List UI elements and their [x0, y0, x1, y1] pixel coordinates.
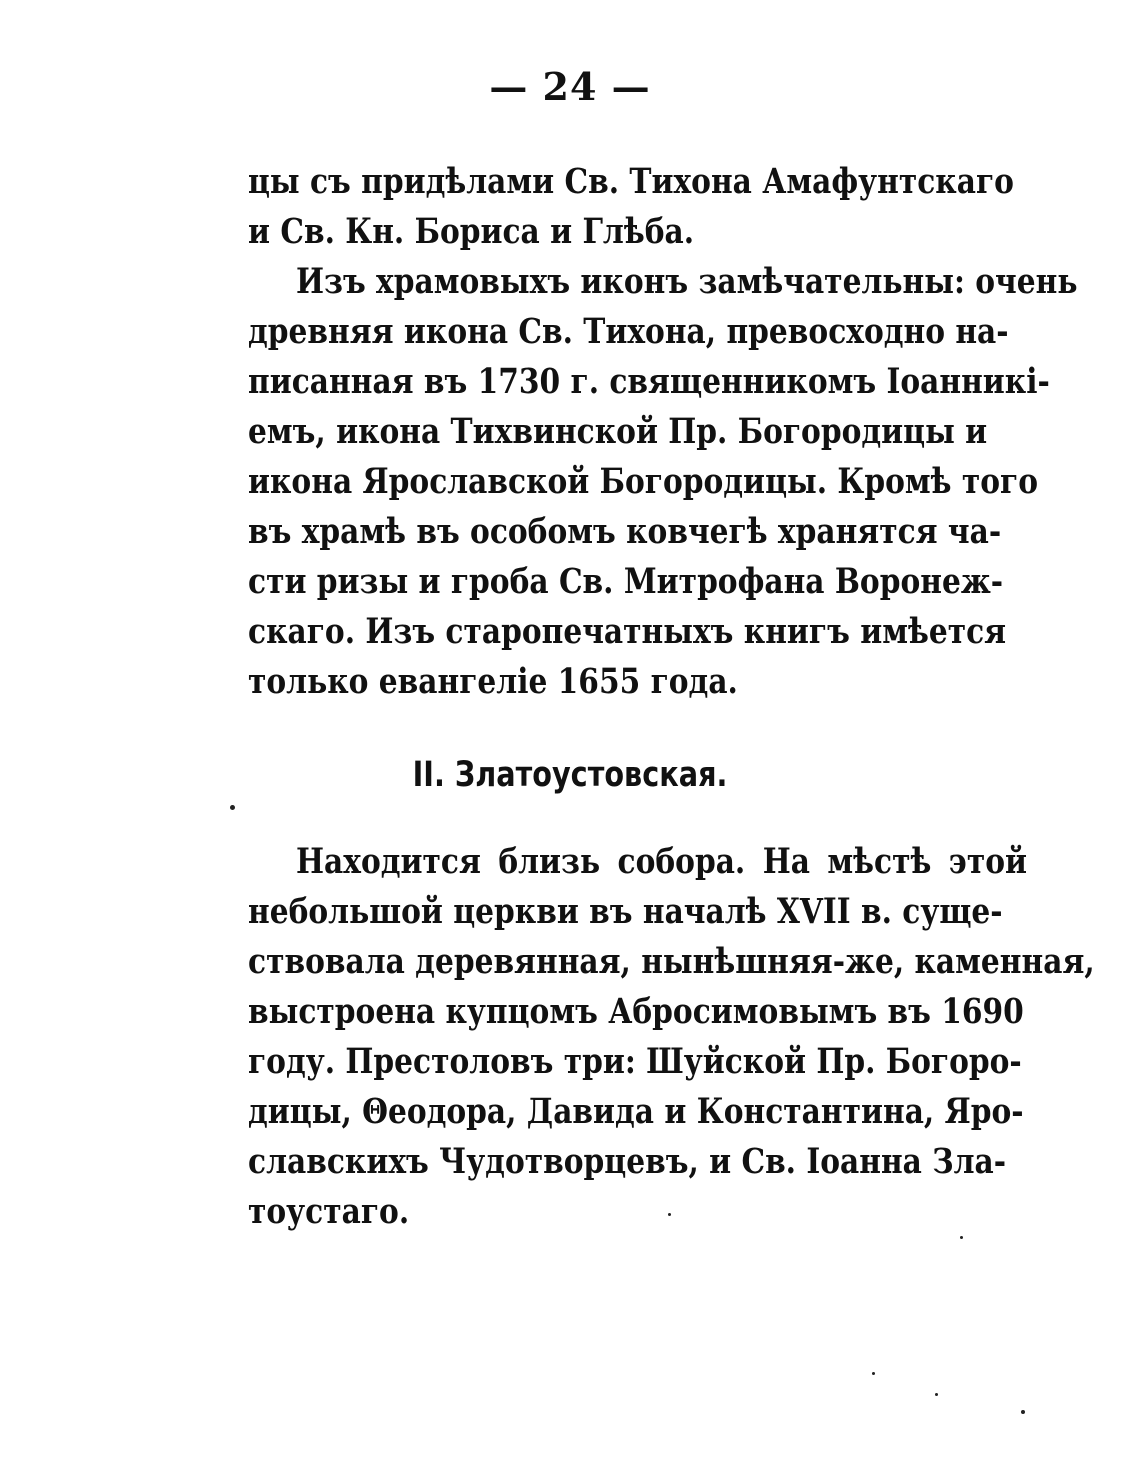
- text-line: тоустаго.: [248, 1192, 410, 1232]
- text-line: въ храмѣ въ особомъ ковчегѣ хранятся ча-: [248, 512, 1002, 552]
- text-line: Изъ храмовыхъ иконъ замѣчательны: очень: [296, 262, 1078, 302]
- print-speck: [935, 1393, 938, 1396]
- text-line: древняя икона Св. Тихона, превосходно на-: [248, 312, 1009, 352]
- text-line: сти ризы и гроба Св. Митрофана Воронеж-: [248, 562, 1004, 602]
- text-line: славскихъ Чудотворцевъ, и Св. Іоанна Зла-: [248, 1142, 1007, 1182]
- text-line: небольшой церкви въ началѣ XVII в. суще-: [248, 892, 1003, 932]
- text-line: писанная въ 1730 г. священникомъ Іоанникі-: [248, 362, 1050, 402]
- text-line: ствовала деревянная, нынѣшняя-же, каменная,: [248, 942, 1095, 982]
- text-line: выстроена купцомъ Абросимовымъ въ 1690: [248, 992, 1024, 1032]
- page-number: — 24 —: [489, 64, 651, 109]
- print-speck: [1021, 1410, 1025, 1414]
- text-line: только евангеліе 1655 года.: [248, 662, 738, 702]
- text-line: скаго. Изъ старопечатныхъ книгъ имѣется: [248, 612, 1007, 652]
- print-speck: [872, 1372, 875, 1375]
- section-heading: II. Златоустовская.: [412, 755, 728, 795]
- text-line: емъ, икона Тихвинской Пр. Богородицы и: [248, 412, 988, 452]
- print-speck: [960, 1236, 963, 1239]
- text-line: цы съ придѣлами Св. Тихона Амафунтскаго: [248, 162, 1014, 202]
- text-line: икона Ярославской Богородицы. Кромѣ того: [248, 462, 1039, 502]
- text-line: дицы, Θеодора, Давида и Константина, Яро-: [248, 1092, 1024, 1132]
- print-speck: [668, 1213, 671, 1216]
- text-line: Находится близь собора. На мѣстѣ этой: [296, 842, 1027, 882]
- text-line: году. Престоловъ три: Шуйской Пр. Богоро-: [248, 1042, 1022, 1082]
- print-speck: [230, 805, 235, 810]
- text-line: и Св. Кн. Бориса и Глѣба.: [248, 212, 695, 252]
